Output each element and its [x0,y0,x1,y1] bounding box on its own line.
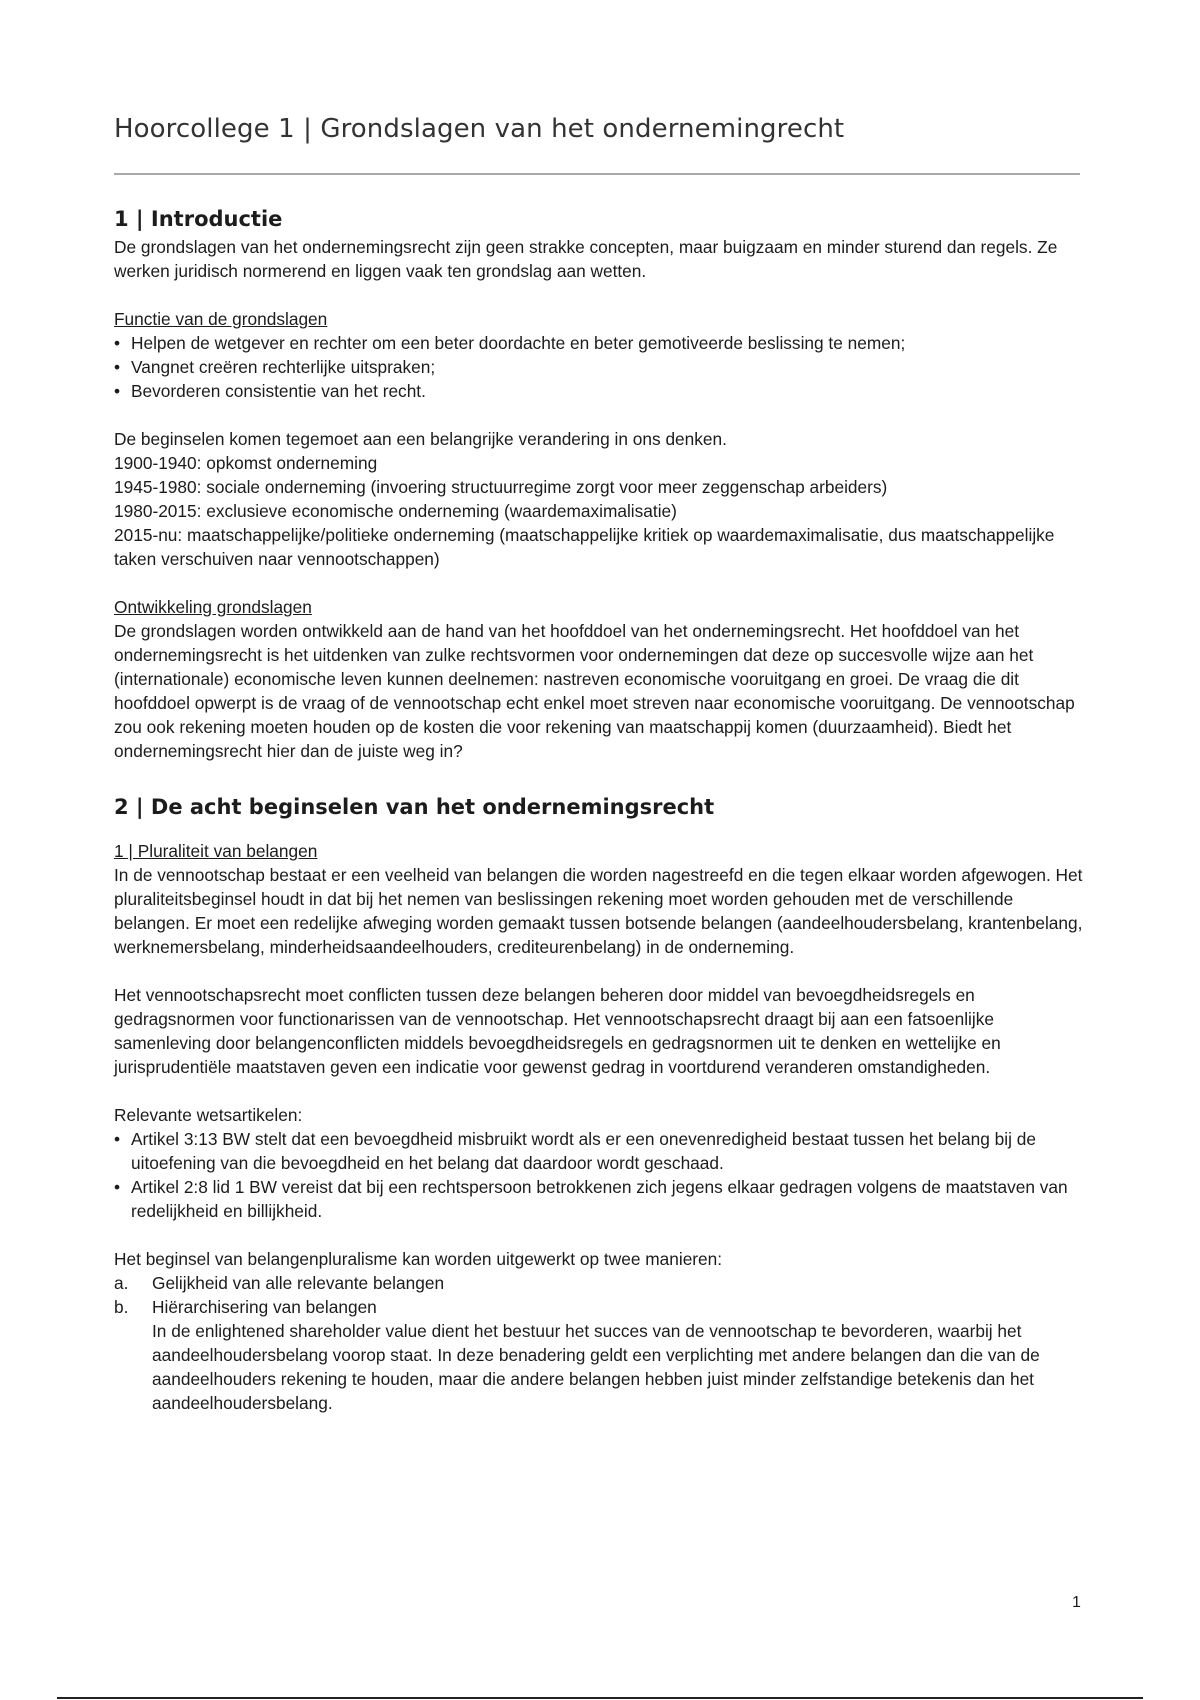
list-item-label: Hiërarchisering van belangen [152,1297,377,1317]
wetsartikelen-list [114,1127,1086,1223]
list-item [114,379,1086,403]
list-item-text: Artikel 2:8 lid 1 BW vereist dat bij een rechtspersoon betrokkenen zich jegens elkaar gedragen volgens de maatstaven van redelijkheid en billijkheid. [131,1177,1068,1221]
list-item [114,1175,1086,1223]
bullet-icon: • [114,357,121,377]
spacer [114,1079,1086,1103]
timeline-item: 2015-nu: maatschappelijke/politieke onderneming (maatschappelijke kritiek op waardemaximalisatie, dus maatschappelijke taken verschuiven naar vennootschappen) [114,525,1055,569]
document-title: Hoorcollege 1 | Grondslagen van het ondernemingrecht [114,114,845,144]
list-item-text: Artikel 3:13 BW stelt dat een bevoegdheid misbruikt wordt als er een onevenredigheid bestaat tussen het belang bij de uitoefening van die bevoegdheid en het belang dat daardoor wordt geschaad. [131,1129,1036,1173]
list-item-text: Bevorderen consistentie van het recht. [131,381,426,401]
spacer [114,283,1086,307]
list-marker: b. [114,1297,129,1317]
list-marker: a. [114,1273,129,1293]
wetsartikelen-heading: Relevante wetsartikelen: [114,1105,303,1125]
list-item [114,1127,1086,1175]
list-item-text: Helpen de wetgever en rechter om een beter doordachte en beter gemotiveerde beslissing te nemen; [131,333,906,353]
bullet-icon: • [114,381,121,401]
list-item-label: Gelijkheid van alle relevante belangen [152,1273,445,1293]
timeline-item: 1945-1980: sociale onderneming (invoering structuurregime zorgt voor meer zeggenschap arbeiders) [114,477,888,497]
spacer [114,571,1086,595]
spacer [114,959,1086,983]
subheading-ontwikkeling: Ontwikkeling grondslagen [114,597,312,617]
spacer [114,403,1086,427]
list-item-detail: In de enlightened shareholder value dient het bestuur het succes van de vennootschap te bevorderen, waarbij het aandeelhoudersbelang voorop staat. In deze benadering geldt een verplichting met andere belangen dan die van de aandeelhouders rekening te houden, maar die andere belangen hebben juist minder zelfstandige betekenis dan het aandeelhoudersbelang. [152,1321,1040,1413]
page-number: 1 [1072,1594,1081,1611]
subheading-functie: Functie van de grondslagen [114,309,328,329]
list-item [114,1295,1086,1415]
list-item-text: Vangnet creëren rechterlijke uitspraken; [131,357,436,377]
list-item [114,1271,1086,1295]
timeline-item: 1980-2015: exclusieve economische onderneming (waardemaximalisatie) [114,501,677,521]
pluraliteit-paragraph-2: Het vennootschapsrecht moet conflicten tussen deze belangen beheren door middel van bevoegdheidsregels en gedragsnormen voor functionarissen van de vennootschap. Het vennootschapsrecht draagt bij aan een fatsoenlijke samenleving door belangenconflicten middels bevoegdheidsregels en gedragsnormen uit te denken en wettelijke en jurisprudentiële maatstaven geven een indicatie voor gewenst gedrag in voortdurend veranderen omstandigheden. [114,985,1001,1077]
list-item [114,355,1086,379]
pluralisme-intro: Het beginsel van belangenpluralisme kan worden uitgewerkt op twee manieren: [114,1249,723,1269]
footer-divider [57,1697,1143,1699]
functie-list [114,331,1086,403]
bullet-icon: • [114,1129,121,1149]
pluraliteit-paragraph-1: In de vennootschap bestaat er een veelheid van belangen die worden nagestreefd en die tegen elkaar worden afgewogen. Het pluraliteitsbeginsel houdt in dat bij het nemen van beslissingen rekening moet worden gehouden met de verschillende belangen. Er moet een redelijke afweging worden gemaakt tussen botsende belangen (aandeelhoudersbelang, krantenbelang, werknemersbelang, minderheidsaandeelhouders, crediteurenbelang) in de onderneming. [114,865,1083,957]
bullet-icon: • [114,333,121,353]
bullet-icon: • [114,1177,121,1197]
timeline-item: 1900-1940: opkomst onderneming [114,453,378,473]
list-item [114,331,1086,355]
spacer [114,1223,1086,1247]
subheading-pluraliteit: 1 | Pluraliteit van belangen [114,841,318,861]
section-heading-introductie: 1 | Introductie [114,207,283,231]
document-body [114,205,1086,1415]
section-heading-beginselen: 2 | De acht beginselen van het ondernemingsrecht [114,795,715,819]
beginselen-intro: De beginselen komen tegemoet aan een belangrijke verandering in ons denken. [114,429,727,449]
title-divider [114,173,1080,175]
pluralisme-list [114,1271,1086,1415]
intro-paragraph: De grondslagen van het ondernemingsrecht zijn geen strakke concepten, maar buigzaam en minder sturend dan regels. Ze werken juridisch normerend en liggen vaak ten grondslag aan wetten. [114,237,1058,281]
ontwikkeling-paragraph: De grondslagen worden ontwikkeld aan de hand van het hoofddoel van het ondernemingsrecht. Het hoofddoel van het ondernemingsrecht is het uitdenken van zulke rechtsvormen voor ondernemingen dat deze op succesvolle wijze aan het (internationale) economische leven kunnen deelnemen: nastreven economische vooruitgang en groei. De vraag die dit hoofddoel opwerpt is de vraag of de vennootschap echt enkel moet streven naar economische vooruitgang. De vennootschap zou ook rekening moeten houden op de kosten die voor rekening van maatschappij komen (duurzaamheid). Biedt het ondernemingsrecht hier dan de juiste weg in? [114,621,1075,761]
